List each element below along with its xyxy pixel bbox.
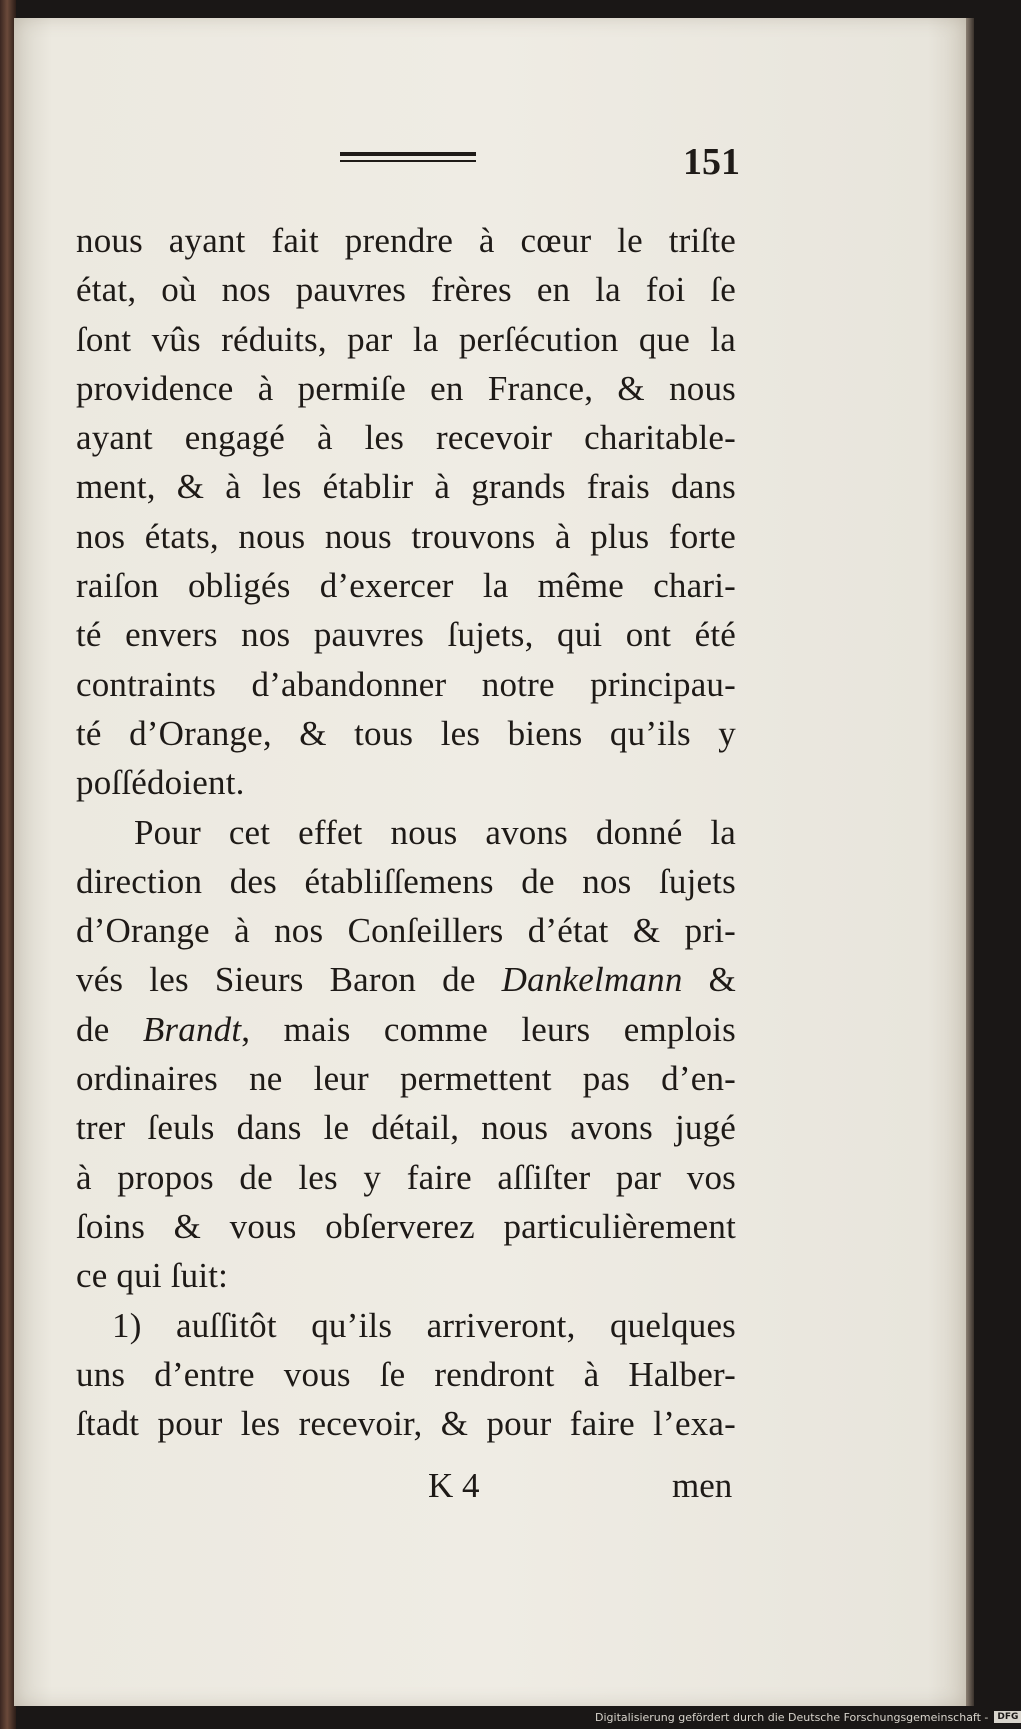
text-line: té d’Orange, & tous les biens qu’ils y <box>76 713 736 753</box>
text-line: uns d’entre vous ſe rendront à Halber- <box>76 1354 736 1394</box>
text-line: contraints d’abandonner notre principau- <box>76 664 736 704</box>
paragraph-start-line: 1) auſſitôt qu’ils arriveront, quelques <box>112 1305 736 1345</box>
text-line: poſſédoient. <box>76 763 245 803</box>
page-number: 151 <box>683 141 740 183</box>
header-rule <box>340 152 476 162</box>
page-edge <box>966 18 974 1706</box>
text-line: ſoins & vous obſerverez particulièrement <box>76 1206 736 1246</box>
text-line: trer ſeuls dans le détail, nous avons jugé <box>76 1108 736 1148</box>
text-line: ſont vûs réduits, par la perſécution que la <box>76 319 736 359</box>
text-line: ſtadt pour les recevoir, & pour faire l’exa- <box>76 1404 736 1444</box>
text-line: raiſon obligés d’exercer la même chari- <box>76 566 736 606</box>
italic-name: Brandt <box>142 1009 242 1049</box>
signature-mark: K 4 <box>428 1466 480 1505</box>
credit-text: Digitalisierung gefördert durch die Deutsche Forschungsgemeinschaft - <box>595 1710 989 1724</box>
text-line-with-name <box>76 955 736 1004</box>
text-line: ordinaires ne leur permettent pas d’en- <box>76 1059 736 1099</box>
body-text <box>76 216 736 1448</box>
text-line: état, où nos pauvres frères en la foi ſe <box>76 270 736 310</box>
catchword: men <box>672 1466 733 1505</box>
text-segment: de <box>76 1009 143 1049</box>
text-line: té envers nos pauvres ſujets, qui ont été <box>76 615 736 655</box>
text-line: ment, & à les établir à grands frais dans <box>76 467 736 507</box>
text-segment: , mais comme leurs emplois <box>241 1009 737 1049</box>
dfg-logo: DFG <box>994 1711 1021 1723</box>
text-line: nous ayant fait prendre à cœur le triſte <box>76 221 736 260</box>
text-line: direction des établiſſemens de nos ſujets <box>76 861 736 901</box>
paragraph-start-line: Pour cet effet nous avons donné la <box>134 812 736 852</box>
text-line: ce qui ſuit: <box>76 1256 229 1296</box>
text-line: providence à permiſe en France, & nous <box>76 368 736 408</box>
text-line: ayant engagé à les recevoir charitable- <box>76 418 736 458</box>
text-line: à propos de les y faire aſſiſter par vos <box>76 1157 736 1197</box>
text-line: nos états, nous nous trouvons à plus forte <box>76 516 736 556</box>
text-line-with-name <box>76 1005 736 1054</box>
text-line: d’Orange à nos Conſeillers d’état & pri- <box>76 911 736 951</box>
digitization-credit <box>595 1708 1019 1726</box>
italic-name: Dankelmann <box>501 960 683 1000</box>
text-segment: & <box>682 960 737 1000</box>
text-segment: vés les Sieurs Baron de <box>76 960 502 1000</box>
